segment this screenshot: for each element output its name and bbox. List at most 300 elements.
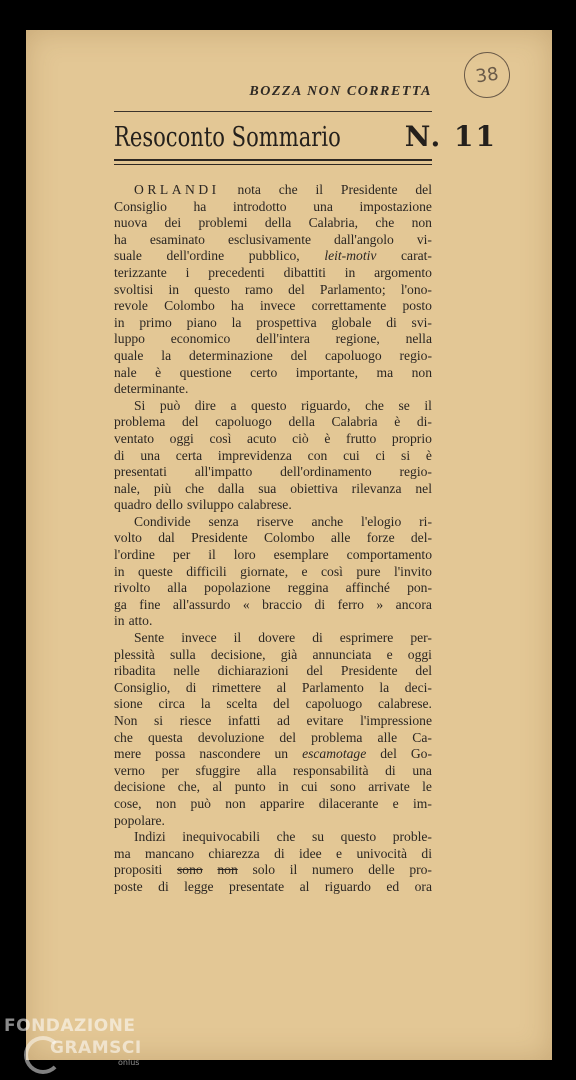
text-word: capoluogo (305, 696, 363, 712)
text-word: che (276, 829, 296, 845)
title-rule-thin (114, 164, 432, 165)
text-word: in (114, 563, 125, 579)
text-line (114, 680, 432, 697)
text-word: deci- (404, 679, 432, 695)
text-word: volto (114, 530, 142, 546)
text-word: problemi (198, 215, 248, 231)
text-line (114, 630, 432, 647)
text-word: non (217, 862, 238, 878)
text-word: in (114, 314, 125, 330)
text-word: punto (234, 779, 266, 795)
text-word: ha (230, 298, 244, 314)
text-word: di (114, 447, 125, 463)
text-word: atto. (128, 613, 153, 629)
text-word: rilevanza (351, 480, 402, 496)
text-word: forze (366, 530, 395, 546)
text-word: della (264, 215, 292, 231)
text-word: l'impressione (360, 713, 432, 728)
text-word: al (299, 878, 310, 894)
text-word: sono (330, 779, 356, 795)
text-word: non (411, 215, 432, 231)
text-word: giornate, (240, 563, 289, 579)
text-word: arrivate (368, 779, 410, 795)
text-word: le (422, 779, 432, 795)
text-word: questo (340, 829, 377, 845)
text-word: non (225, 795, 246, 811)
text-word: Colombo (263, 530, 315, 546)
text-word: è (155, 364, 162, 380)
text-word: reggina (287, 580, 329, 596)
text-word: alla (256, 762, 277, 778)
text-word: Calabria, (308, 215, 359, 231)
text-word: svoltisi (114, 281, 154, 297)
text-word: apparire (259, 795, 305, 811)
text-line (114, 696, 432, 713)
text-word: nale, (114, 480, 141, 496)
text-line (114, 813, 432, 830)
text-line (114, 265, 432, 282)
text-word: esclusivamente (227, 231, 312, 247)
text-word: popolazione (204, 580, 271, 596)
text-word: esaminato (149, 231, 205, 247)
text-word: di (158, 878, 169, 894)
text-word: sono (177, 862, 203, 878)
text-word: in (344, 264, 356, 280)
text-word: Consiglio (114, 198, 167, 214)
text-word: quale (114, 347, 144, 363)
text-line (114, 763, 432, 780)
text-line (114, 182, 432, 199)
text-word: dovere (258, 630, 296, 646)
text-line (114, 381, 432, 398)
text-line (114, 796, 432, 813)
text-word: pubblico, (248, 248, 300, 264)
text-word: prospettiva (256, 314, 317, 330)
text-word: Si (134, 397, 146, 413)
text-line (114, 497, 432, 514)
text-word: anche (311, 513, 344, 529)
text-word: nale (114, 364, 137, 380)
text-word: mancano (144, 845, 195, 861)
text-word: certo (250, 364, 278, 380)
text-line (114, 315, 432, 332)
text-word: im- (413, 795, 432, 811)
text-word: che (375, 215, 395, 231)
text-line (114, 481, 432, 498)
text-word: ferro (337, 596, 364, 612)
text-word: rimettere (211, 679, 262, 695)
text-word: precedenti (208, 264, 265, 280)
title-number: N. 11 (404, 120, 497, 153)
text-word: problema (114, 414, 166, 430)
text-word: senza (208, 513, 239, 529)
text-word: del (415, 663, 432, 679)
text-line (114, 613, 432, 630)
text-word: pon- (407, 580, 432, 596)
text-word: ventato (114, 430, 155, 446)
text-line (114, 464, 432, 481)
text-word: oggi (407, 646, 432, 662)
text-line (114, 879, 432, 896)
text-word: sua (258, 480, 277, 496)
text-word: alla (167, 580, 188, 596)
text-word: se (398, 397, 410, 413)
text-line (114, 232, 432, 249)
text-word: ma (114, 845, 131, 861)
text-word: circa (158, 696, 185, 712)
text-word: e (301, 563, 308, 579)
text-word: nel (415, 480, 432, 496)
text-word: cui (343, 447, 360, 463)
text-word: al (212, 779, 223, 795)
text-word: dire (194, 397, 216, 413)
text-line (114, 730, 432, 747)
text-word: imprevidenza (217, 447, 292, 463)
text-word: regio- (399, 464, 432, 480)
text-word: nascondere (199, 746, 261, 762)
text-word: che (114, 729, 133, 745)
text-word: del (380, 746, 397, 762)
text-word: cose, (114, 795, 142, 811)
text-word: ramo (244, 281, 273, 297)
text-line (114, 248, 432, 265)
text-word: dalla (217, 480, 245, 496)
text-word: già (280, 646, 298, 662)
text-word: in (114, 613, 125, 629)
text-word: certa (175, 447, 203, 463)
text-word: poste (114, 878, 143, 894)
text-line (114, 829, 432, 846)
text-word: Sente (134, 630, 165, 646)
text-word: una (313, 198, 333, 214)
text-line (114, 663, 432, 680)
text-word: la (379, 679, 390, 695)
text-line (114, 414, 432, 431)
text-word: nella (405, 331, 432, 347)
text-word: calabrese. (378, 696, 432, 712)
text-word: al (276, 679, 287, 695)
text-word: alle (330, 530, 351, 546)
text-word: l'elogio (361, 513, 402, 529)
text-word: devoluzione (197, 729, 265, 745)
text-word: economico (170, 331, 231, 347)
text-word: della (288, 414, 315, 430)
text-word: piano (186, 314, 217, 330)
text-word: annunciata (312, 646, 372, 662)
text-word: Presidente (340, 182, 398, 197)
text-word: che (185, 480, 205, 496)
text-word: dichiarazioni (217, 663, 289, 679)
text-word: oggi (169, 430, 194, 446)
text-word: invece (181, 630, 217, 646)
text-word: delle (368, 862, 395, 878)
text-word: Consiglio, (114, 679, 171, 695)
text-word: nuova (114, 215, 148, 231)
text-word: Non (114, 713, 138, 728)
text-word: affinché (345, 580, 390, 596)
text-word: la (200, 696, 211, 712)
text-word: capoluogo (325, 347, 382, 363)
text-word: esprimere (339, 630, 394, 646)
text-word: infatti (227, 713, 261, 728)
title-rule-thick (114, 159, 432, 161)
text-line (114, 530, 432, 547)
text-word: legge (184, 878, 214, 894)
text-word: è (425, 447, 432, 463)
text-word: primo (139, 314, 172, 330)
text-word: decisione, (210, 646, 266, 662)
text-word: ORLANDI (134, 182, 220, 197)
text-word: problema (311, 729, 363, 745)
text-word: pure (356, 563, 381, 579)
text-word: ancora (395, 596, 432, 612)
text-word: ed (386, 878, 400, 894)
text-word: dal (158, 530, 175, 546)
text-word: di (274, 845, 285, 861)
text-word: scelta (226, 696, 258, 712)
text-word: del (273, 696, 290, 712)
text-word: calabrese. (237, 497, 292, 513)
text-word: di (421, 845, 432, 861)
text-word: riguardo (324, 878, 371, 894)
text-word: il (233, 630, 242, 646)
text-word: vi- (416, 231, 432, 247)
text-word: con (307, 447, 328, 463)
document-title (114, 120, 497, 160)
text-word: l'invito (393, 563, 432, 579)
text-word: che, (177, 779, 201, 795)
stamp-number: 38 (474, 63, 500, 87)
text-word: decisione (114, 779, 166, 795)
text-word: del- (410, 530, 432, 546)
text-word: del (415, 182, 432, 197)
text-word: è (394, 414, 401, 430)
text-word: ga (114, 596, 127, 612)
text-word: globale (331, 314, 372, 330)
watermark-line3: onlus (118, 1058, 140, 1067)
text-line (114, 514, 432, 531)
body-text (114, 182, 432, 896)
title-main: Resoconto Sommario (114, 122, 341, 153)
text-word: chiarezza (208, 845, 260, 861)
text-word: pro- (409, 862, 432, 878)
text-word: Parlamento; (319, 281, 386, 297)
text-word: all'assurdo (172, 596, 231, 612)
text-word: obiettiva (290, 480, 338, 496)
text-word: si (154, 713, 164, 728)
text-word: il (424, 397, 432, 413)
text-word: del (306, 663, 324, 679)
text-word: possa (155, 746, 186, 762)
text-word: Presidente (340, 663, 398, 679)
text-word: regio- (399, 347, 432, 363)
text-word: nelle (173, 663, 200, 679)
text-word: » (376, 596, 384, 612)
text-word: numero (312, 862, 354, 878)
text-line (114, 365, 432, 382)
text-line (114, 431, 432, 448)
text-word: leit-motiv (324, 248, 377, 264)
text-word: loro (233, 547, 256, 563)
text-word: revole (114, 298, 148, 314)
text-word: questione (179, 364, 232, 380)
text-line (114, 647, 432, 664)
text-word: nota (237, 182, 261, 197)
text-word: ci (375, 447, 386, 463)
text-word: escamotage (302, 746, 367, 762)
text-word: per (172, 547, 191, 563)
text-word: e (386, 646, 393, 662)
top-rule (114, 111, 432, 112)
watermark-line2: GRAMSCI (50, 1038, 142, 1058)
text-word: così (321, 563, 343, 579)
text-word: si (401, 447, 411, 463)
text-word: su (312, 829, 325, 845)
text-word: e (392, 795, 399, 811)
text-word: plessità (114, 646, 155, 662)
text-word: solo (252, 862, 276, 878)
text-word: presentati (114, 464, 167, 480)
text-word: luppo (114, 331, 145, 347)
text-word: ha (193, 198, 207, 214)
text-word: ad (277, 713, 290, 728)
text-line (114, 282, 432, 299)
text-word: proble- (392, 829, 432, 845)
text-word: il (315, 182, 324, 197)
text-word: ma (376, 364, 394, 380)
text-word: che (278, 182, 298, 197)
text-word: Condivide (134, 513, 191, 529)
text-word: il (208, 547, 216, 563)
watermark-line1: FONDAZIONE (4, 1016, 136, 1036)
text-word: ora (414, 878, 432, 894)
text-word: può (159, 397, 181, 413)
text-word: il (289, 862, 298, 878)
text-word: suale (114, 248, 142, 264)
text-word: di (385, 762, 396, 778)
text-word: la (161, 347, 172, 363)
text-word: inequivocabili (182, 829, 261, 845)
text-word: questo (194, 281, 230, 297)
text-word: popolare. (114, 812, 165, 828)
text-word: idee (299, 845, 322, 861)
text-word: invece (259, 298, 296, 314)
text-line (114, 564, 432, 581)
text-word: posto (402, 298, 432, 314)
text-word: l'ono- (400, 281, 432, 297)
text-line (114, 398, 432, 415)
text-word: alle (377, 729, 398, 745)
draft-label: BOZZA NON CORRETTA (249, 84, 432, 99)
text-word: terizzante (114, 264, 167, 280)
text-word: determinazione (188, 347, 273, 363)
text-line (114, 746, 432, 763)
text-line (114, 862, 432, 879)
text-word: Calabria (331, 414, 378, 430)
text-line (114, 199, 432, 216)
text-word: queste (138, 563, 173, 579)
text-word: all'impatto (194, 464, 253, 480)
text-word: più (153, 480, 172, 496)
text-word: dibattiti (283, 264, 326, 280)
text-word: sulla (169, 646, 196, 662)
text-word: esemplare (273, 547, 329, 563)
text-line (114, 779, 432, 796)
text-word: rivolto (114, 580, 151, 596)
text-word: ciò (292, 430, 309, 446)
text-word: così (209, 430, 232, 446)
text-word: i (185, 264, 190, 280)
text-word: dilacerante (318, 795, 379, 811)
text-word: importante, (295, 364, 359, 380)
text-word: di- (416, 414, 432, 430)
text-line (114, 580, 432, 597)
text-word: dell'ordine (166, 248, 225, 264)
text-word: e (336, 845, 343, 861)
text-word: un (274, 746, 289, 762)
text-word: acuto (247, 430, 277, 446)
text-word: responsabilità (292, 762, 369, 778)
text-word: frutto (346, 430, 377, 446)
text-word: evitare (306, 713, 344, 728)
text-word: riserve (256, 513, 294, 529)
text-word: dell'ordinamento (280, 464, 372, 480)
text-word: « (242, 596, 250, 612)
text-line (114, 331, 432, 348)
text-word: dell'intera (256, 331, 310, 347)
text-word: non (155, 795, 177, 811)
text-word: in (168, 281, 180, 297)
text-word: regione, (335, 331, 380, 347)
text-word: di (312, 630, 323, 646)
text-word: introdotto (232, 198, 287, 214)
text-word: Go- (410, 746, 432, 762)
text-word: braccio (262, 596, 303, 612)
text-word: non (411, 364, 432, 380)
text-word: di (386, 314, 397, 330)
text-line (114, 713, 432, 730)
text-word: univocità (356, 845, 408, 861)
text-word: di (185, 679, 197, 695)
text-word: per- (410, 630, 432, 646)
text-word: svi- (411, 314, 432, 330)
text-word: del (288, 281, 305, 297)
text-word: del (181, 414, 199, 430)
text-word: a (230, 397, 237, 413)
text-word: per (161, 762, 179, 778)
text-word: ri- (419, 513, 432, 529)
watermark-logo (4, 1016, 154, 1074)
text-word: comportamento (346, 547, 432, 563)
text-word: difficili (186, 563, 227, 579)
text-word: Colombo (164, 298, 215, 314)
text-word: Indizi (134, 829, 166, 845)
text-line (114, 547, 432, 564)
text-line (114, 298, 432, 315)
text-word: riesce (179, 713, 212, 728)
text-word: una (140, 447, 160, 463)
text-word: mere (114, 746, 142, 762)
text-word: una (412, 762, 432, 778)
text-line (114, 846, 432, 863)
text-word: proprio (391, 430, 432, 446)
text-word: quadro (114, 497, 152, 513)
text-word: dello (155, 497, 183, 513)
text-word: Presidente (191, 530, 248, 546)
text-line (114, 448, 432, 465)
text-word: sviluppo (186, 497, 234, 513)
text-word: impostazione (359, 198, 432, 214)
